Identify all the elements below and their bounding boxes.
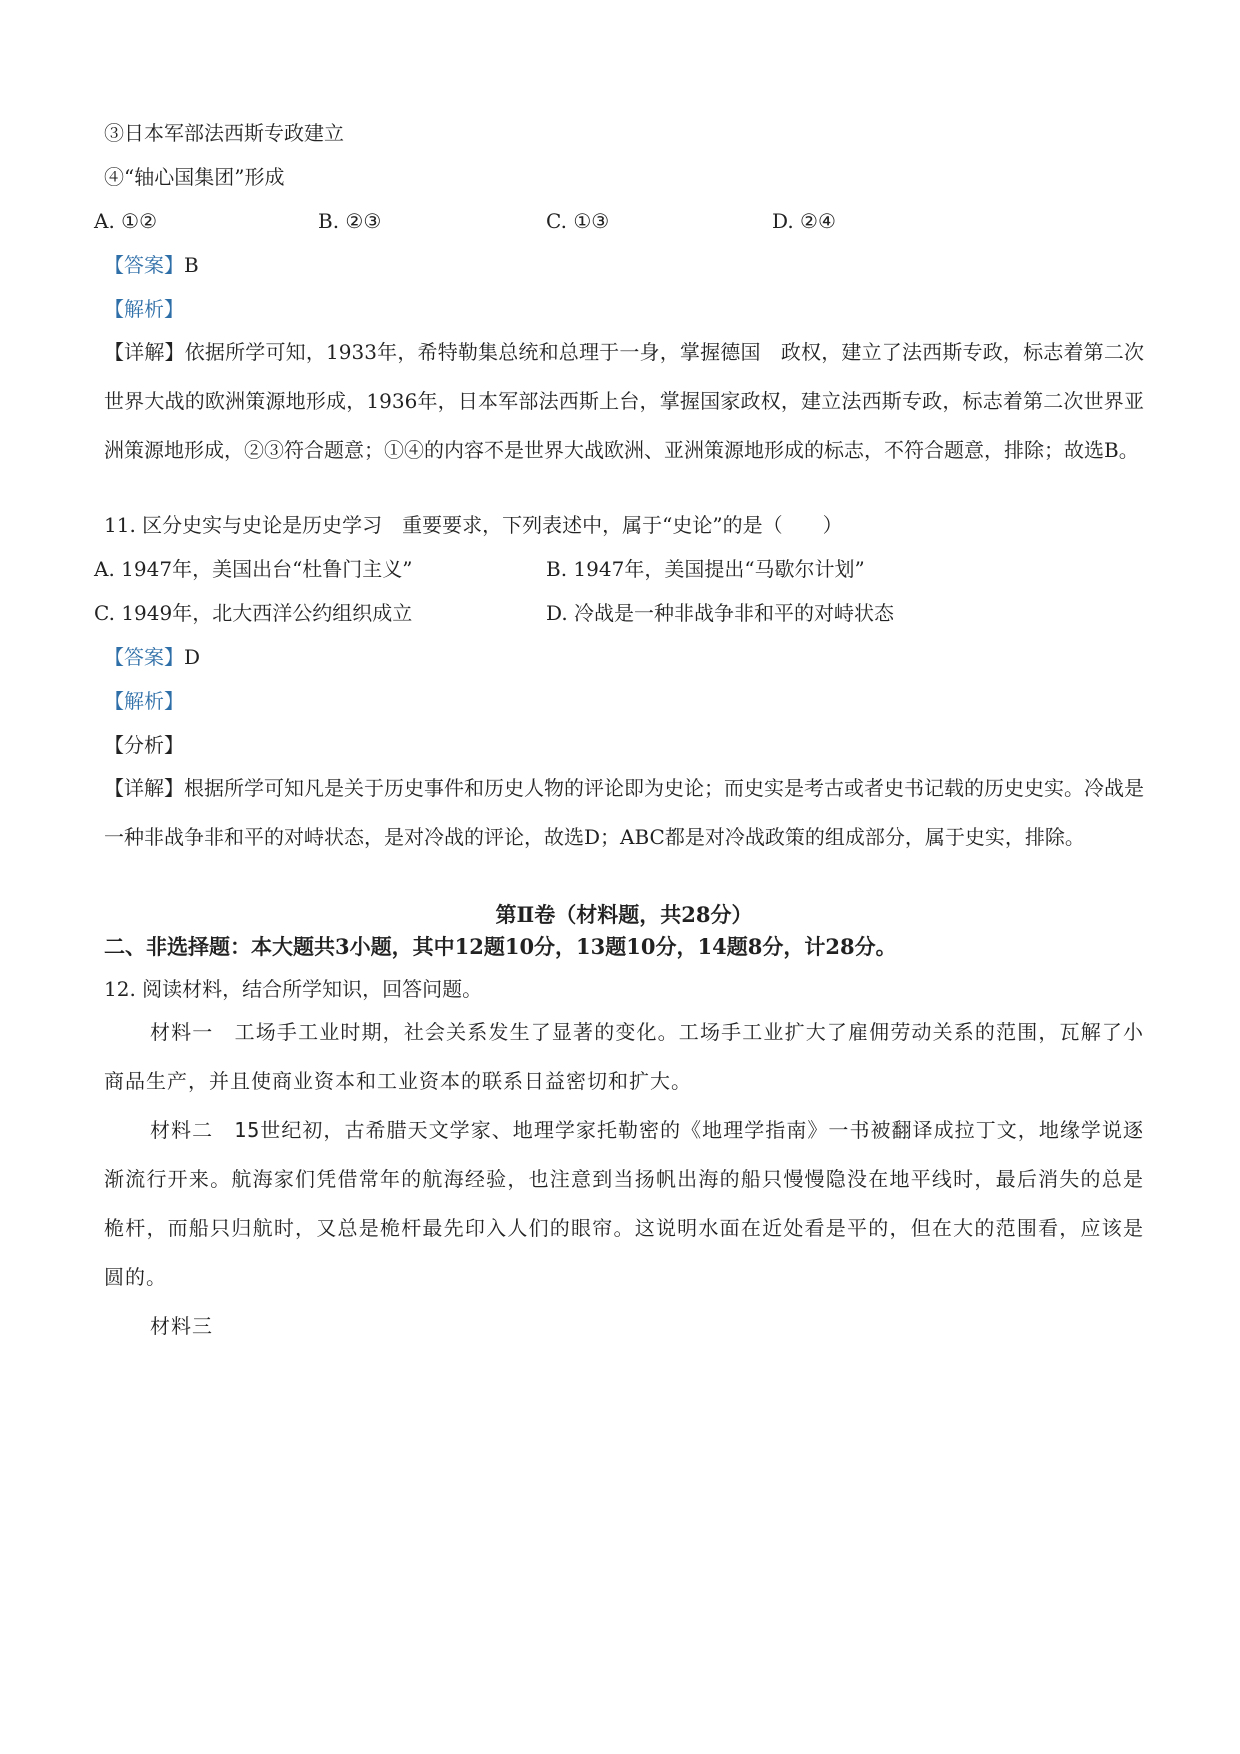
q10-option-b bbox=[318, 206, 381, 236]
option-label: A. bbox=[94, 557, 115, 581]
answer-tag: 【答案】 bbox=[104, 253, 184, 277]
option-label: C. bbox=[94, 601, 115, 625]
q10-analysis-heading bbox=[104, 294, 1144, 324]
option-text: ①② bbox=[121, 209, 158, 233]
answer-value: D bbox=[184, 645, 201, 669]
option-label: A. bbox=[94, 209, 115, 233]
option-text: 1947年，美国出台“杜鲁门主义” bbox=[121, 557, 413, 581]
section-title: 第Ⅱ卷（材料题，共28分） bbox=[495, 902, 753, 927]
section-heading: 二、非选择题：本大题共3小题，其中12题10分，13题10分，14题8分，计28分。 bbox=[104, 934, 897, 959]
answer-value: B bbox=[184, 253, 199, 277]
q10-option-a bbox=[94, 206, 157, 236]
analysis-tag: 【解析】 bbox=[104, 297, 184, 321]
q11-option-d bbox=[546, 598, 894, 628]
option-text: ②④ bbox=[800, 209, 836, 233]
q11-detail-paragraph bbox=[104, 764, 1144, 862]
q10-option-c bbox=[546, 206, 609, 236]
option-label: D. bbox=[546, 601, 568, 625]
option-label: B. bbox=[546, 557, 568, 581]
answer-tag: 【答案】 bbox=[104, 645, 184, 669]
q11-analysis-heading bbox=[104, 686, 1144, 716]
option-text: ①③ bbox=[573, 209, 610, 233]
option-label: B. bbox=[318, 209, 340, 233]
q10-option-d bbox=[772, 206, 836, 236]
q11-fenxi-heading bbox=[104, 730, 1144, 760]
q11-option-a bbox=[94, 554, 413, 584]
option-text: 1947年，美国提出“马歇尔计划” bbox=[573, 557, 865, 581]
option-text: 冷战是一种非战争非和平的对峙状态 bbox=[574, 601, 895, 625]
q11-stem: 11. 区分史实与史论是历史学习 重要要求，下列表述中，属于“史论”的是（ ） bbox=[104, 513, 843, 537]
option-text: 1949年，北大西洋公约组织成立 bbox=[121, 601, 413, 625]
detail-text: 根据所学可知凡是关于历史事件和历史人物的评论即为史论；而史实是考古或者史书记载的历史史实。冷战是一种非战争非和平的对峙状态，是对冷战的评论，故选D；ABC都是对冷战政策的组成部分，属于史实，排除。 bbox=[104, 776, 1144, 849]
q12-stem: 12. 阅读材料，结合所学知识，回答问题。 bbox=[104, 977, 483, 1001]
q12-material-3: 材料三 bbox=[150, 1314, 213, 1338]
analysis-tag: 【解析】 bbox=[104, 689, 184, 713]
q10-item-4: ④“轴心国集团”形成 bbox=[104, 165, 285, 189]
q10-item-3: ③日本军部法西斯专政建立 bbox=[104, 121, 344, 145]
q12-material-2: 材料二 15世纪初，古希腊天文学家、地理学家托勒密的《地理学指南》一书被翻译成拉丁文，地缘学说逐渐流行开来。航海家们凭借常年的航海经验，也注意到当扬帆出海的船只慢慢隐没在地平线时，最后消失的总是桅杆，而船只归航时，又总是桅杆最先印入人们的眼帘。这说明水面在近处看是平的，但在大的范围看，应该是圆的。 bbox=[104, 1118, 1144, 1289]
detail-text: 依据所学可知，1933年，希特勒集总统和总理于一身，掌握德国 政权，建立了法西斯专政，标志着第二次世界大战的欧洲策源地形成，1936年，日本军部法西斯上台，掌握国家政权，建立法西斯专政，标志着第二次世界亚洲策源地形成，②③符合题意；①④的内容不是世界大战欧洲、亚洲策源地形成的标志，不符合题意，排除；故选B。 bbox=[104, 340, 1144, 462]
q11-option-c bbox=[94, 598, 412, 628]
detail-tag: 【详解】 bbox=[104, 776, 184, 800]
q11-option-b bbox=[546, 554, 865, 584]
q10-answer bbox=[104, 250, 1144, 280]
q10-detail-paragraph bbox=[104, 328, 1144, 475]
detail-tag: 【详解】 bbox=[104, 340, 185, 364]
option-label: D. bbox=[772, 209, 794, 233]
option-label: C. bbox=[546, 209, 567, 233]
q12-material-1: 材料一 工场手工业时期，社会关系发生了显著的变化。工场手工业扩大了雇佣劳动关系的范围，瓦解了小商品生产，并且使商业资本和工业资本的联系日益密切和扩大。 bbox=[104, 1020, 1144, 1093]
option-text: ②③ bbox=[345, 209, 382, 233]
q11-answer bbox=[104, 642, 1144, 672]
fenxi-tag: 【分析】 bbox=[104, 733, 184, 757]
